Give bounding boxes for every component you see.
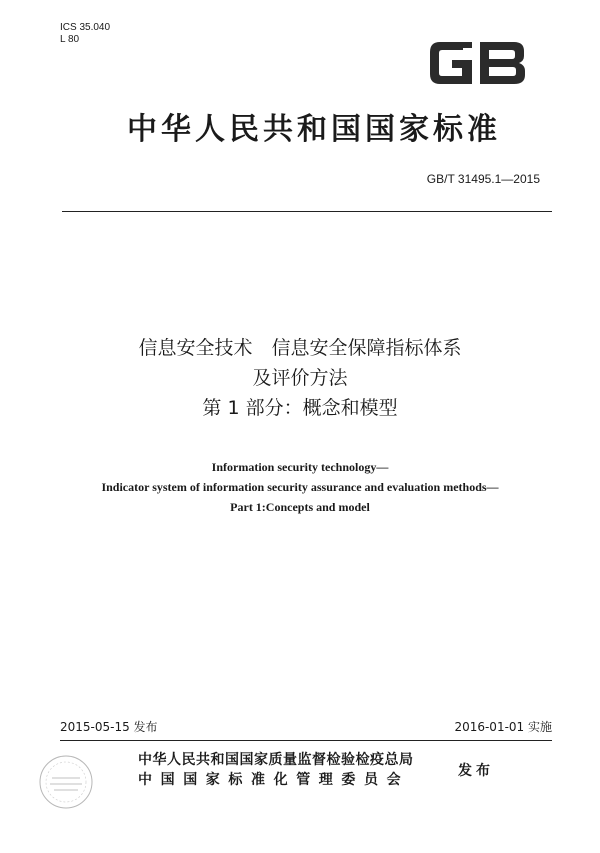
bottom-divider xyxy=(60,740,552,741)
english-title-line-3: Part 1:Concepts and model xyxy=(230,500,370,514)
issuer-sac: 中国国家标准化管理委员会 xyxy=(138,772,410,788)
standard-code: GB/T 31495.1—2015 xyxy=(426,172,540,186)
gb-logo-icon xyxy=(428,38,528,88)
chinese-title xyxy=(0,333,600,423)
classification-codes xyxy=(60,22,110,46)
english-title-line-2: Indicator system of information security assurance and evaluation methods— xyxy=(101,480,499,494)
issuing-authorities xyxy=(138,750,414,790)
chinese-title-line-2: 及评价方法 xyxy=(252,367,348,389)
issuer-aqsiq: 中华人民共和国国家质量监督检验检疫总局 xyxy=(138,752,414,768)
english-title-line-1: Information security technology— xyxy=(211,460,389,474)
english-title xyxy=(0,457,600,517)
chinese-title-line-1: 信息安全技术 信息安全保障指标体系 xyxy=(138,337,462,359)
national-standard-title: 中华人民共和国国家标准 xyxy=(127,112,501,147)
ics-code: ICS 35.040 xyxy=(60,22,111,33)
issue-date: 2015-05-15 发布 xyxy=(60,720,158,734)
top-divider xyxy=(62,211,552,212)
chinese-title-line-3: 第 1 部分：概念和模型 xyxy=(202,397,398,419)
implementation-date: 2016-01-01 实施 xyxy=(454,720,552,734)
publish-label: 发布 xyxy=(458,763,494,779)
stamp-seal-icon xyxy=(38,754,94,810)
ccs-code: L 80 xyxy=(60,34,80,45)
